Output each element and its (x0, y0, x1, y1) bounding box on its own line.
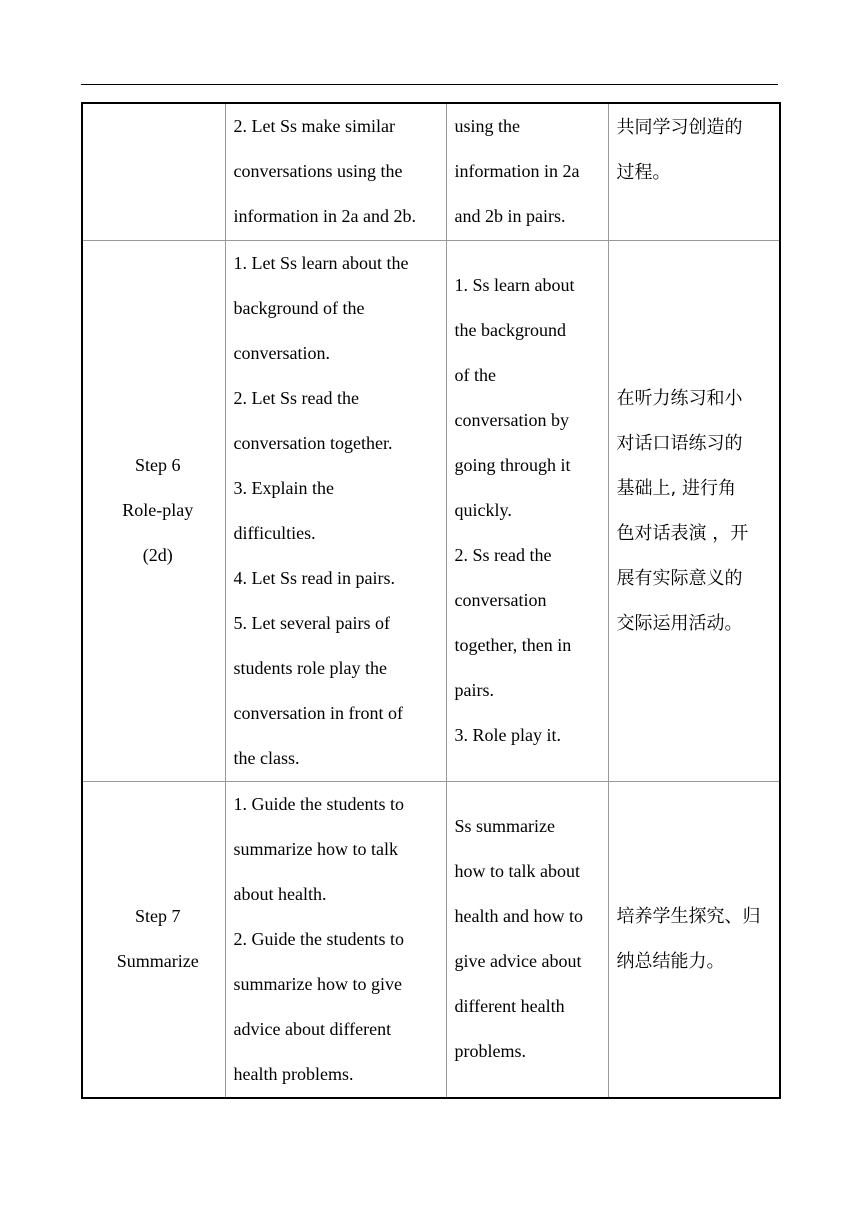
purpose-cell (608, 103, 780, 240)
student-line: and 2b in pairs. (454, 206, 566, 227)
teacher-line: students role play the (233, 657, 387, 678)
student-activity-cell (446, 240, 608, 781)
student-line: different health (454, 996, 565, 1016)
student-line: health and how to (454, 906, 583, 926)
teacher-line: advice about different (233, 1018, 392, 1039)
teacher-line: information in 2a and 2b. (233, 206, 416, 227)
purpose-line: 色对话表演 ，开 (616, 522, 749, 544)
student-line: together, then in (454, 635, 572, 655)
teacher-activity-cell (225, 103, 446, 240)
purpose-line: 展有实际意义的 (616, 567, 743, 589)
student-activity-cell (446, 781, 608, 1098)
purpose-line: 在听力练习和小 (616, 387, 743, 409)
teacher-line: 2. Guide the students to (233, 928, 404, 949)
teacher-line: 5. Let several pairs of (233, 612, 390, 633)
student-line: how to talk about (454, 861, 580, 881)
teacher-activity-cell (225, 240, 446, 781)
teacher-line: about health. (233, 883, 327, 904)
student-line: quickly. (454, 500, 512, 520)
step-label: Summarize (116, 951, 199, 971)
step-label: Role-play (122, 500, 194, 520)
teacher-line: conversations using the (233, 161, 403, 182)
student-activity-cell (446, 103, 608, 240)
student-line: conversation (454, 590, 547, 610)
purpose-line: 交际运用活动。 (616, 612, 743, 634)
student-line: going through it (454, 455, 571, 475)
teacher-line: health problems. (233, 1063, 354, 1084)
table-row (82, 240, 780, 781)
step-cell (82, 103, 225, 240)
teacher-line: difficulties. (233, 522, 316, 543)
teacher-line: 1. Let Ss learn about the (233, 252, 409, 273)
header-rule (81, 84, 778, 85)
table-row (82, 103, 780, 240)
teacher-line: conversation in front of (233, 702, 403, 723)
student-line: problems. (454, 1041, 526, 1061)
student-line: conversation by (454, 410, 569, 430)
student-line: Ss summarize (454, 816, 555, 836)
step-cell (82, 240, 225, 781)
teacher-line: 1. Guide the students to (233, 793, 404, 814)
purpose-line: 过程。 (616, 162, 671, 183)
lesson-plan-table (81, 102, 781, 1099)
step-cell (82, 781, 225, 1098)
student-line: pairs. (454, 680, 494, 700)
step-label: Step 7 (134, 906, 181, 926)
teacher-activity-cell (225, 781, 446, 1098)
purpose-line: 基础上, 进行角 (616, 477, 736, 499)
teacher-line: 3. Explain the (233, 477, 334, 498)
student-line: of the (454, 365, 496, 385)
step-label: (2d) (142, 545, 173, 565)
purpose-line: 培养学生探究、归 (616, 906, 761, 927)
purpose-line: 纳总结能力。 (616, 951, 725, 972)
teacher-line: background of the (233, 297, 365, 318)
teacher-line: summarize how to give (233, 973, 402, 994)
student-line: 1. Ss learn about (454, 275, 575, 295)
teacher-line: conversation. (233, 342, 330, 363)
teacher-line: conversation together. (233, 432, 393, 453)
purpose-cell (608, 781, 780, 1098)
teacher-line: summarize how to talk (233, 838, 398, 859)
student-line: information in 2a (454, 161, 580, 182)
step-label: Step 6 (134, 455, 181, 475)
table-row (82, 781, 780, 1098)
purpose-cell (608, 240, 780, 781)
purpose-line: 对话口语练习的 (616, 432, 743, 454)
student-line: 3. Role play it. (454, 725, 561, 745)
student-line: give advice about (454, 951, 582, 971)
teacher-line: the class. (233, 747, 300, 768)
teacher-line: 4. Let Ss read in pairs. (233, 567, 395, 588)
student-line: 2. Ss read the (454, 545, 552, 565)
purpose-line: 共同学习创造的 (616, 117, 743, 138)
teacher-line: 2. Let Ss read the (233, 387, 359, 408)
student-line: using the (454, 116, 520, 137)
student-line: the background (454, 320, 566, 340)
teacher-line: 2. Let Ss make similar (233, 116, 395, 137)
